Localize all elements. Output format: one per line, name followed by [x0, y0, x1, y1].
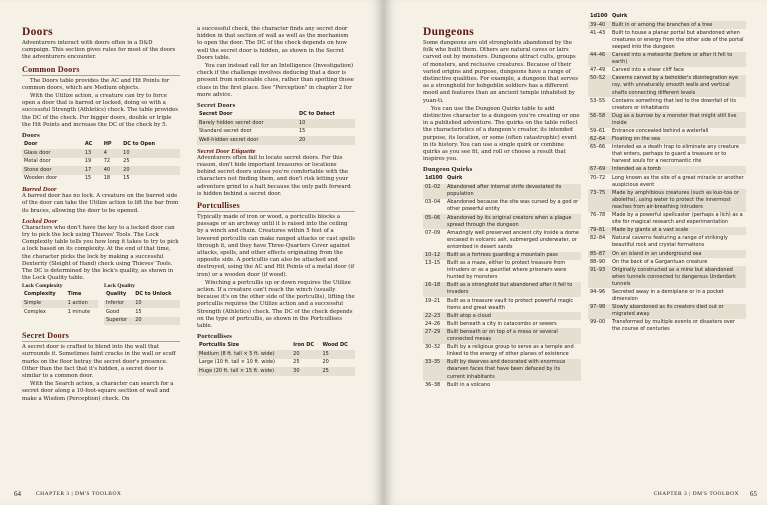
table-header: DC to Unlock	[135, 291, 172, 298]
dungeon-quirks-table-a	[423, 174, 581, 389]
table-row	[588, 136, 746, 144]
table-cell: 20	[133, 317, 180, 326]
table-cell: Complex	[24, 308, 46, 315]
table-cell: 20	[322, 359, 329, 366]
table-row	[588, 97, 746, 112]
table-cell: 15	[84, 175, 92, 182]
table-row	[423, 344, 581, 359]
table-cell: 03–04	[425, 199, 441, 206]
barred-door-text: A barred door has no lock. A creature on the barred side of the door can take the Utilize action to lift the bar from its braces, allowing the door to be opened.	[22, 193, 179, 214]
portcullises-heading: Portcullises	[197, 201, 355, 212]
table-cell: 1 action	[66, 300, 98, 309]
table-cell: 01–02	[423, 184, 445, 199]
table-cell: 24–26	[425, 320, 441, 327]
table-row	[588, 266, 746, 288]
table-cell: 19	[84, 158, 92, 165]
right-column-2	[588, 12, 746, 337]
table-cell: 53–55	[590, 97, 606, 104]
table-row	[588, 29, 746, 51]
table-cell: 91–93	[588, 266, 610, 288]
table-cell: 30	[291, 367, 320, 376]
table-cell: 15	[298, 128, 306, 135]
table-cell: Secreted away in a demiplane or in a pocket dimension	[612, 288, 724, 303]
table-cell: 10	[121, 149, 180, 158]
table-cell: Built to house a planar portal but abandoned when creatures or energy from the other side of the portal seeped into the dungeon	[612, 29, 744, 50]
table-row	[423, 312, 581, 320]
table-cell: 33–35	[423, 359, 445, 381]
table-cell: 07–09	[425, 229, 441, 236]
table-cell: Long known as the site of a great miracle or another auspicious event	[612, 174, 744, 188]
table-row	[104, 300, 180, 309]
table-header: Quirk	[447, 175, 463, 182]
table-cell: Abandoned by its original creators when a plague spread through the dungeon	[445, 214, 581, 229]
table-cell: 97–98	[588, 304, 610, 319]
table-cell: 16–18	[423, 282, 445, 297]
table-cell: Built as a treasure vault to protect powerful magic items and great wealth	[447, 297, 574, 311]
table-cell: 72	[103, 158, 111, 165]
table-cell: 15	[123, 175, 130, 182]
table-row	[22, 300, 98, 309]
table-row	[588, 67, 746, 75]
table-cell: Built as a maze, either to protect treasure from intruders or as a gauntlet where prisoners were hunted by monsters	[447, 260, 567, 281]
table-cell: 17	[83, 166, 102, 175]
table-cell: Built atop a cloud	[445, 312, 581, 320]
table-cell: Wooden door	[24, 175, 58, 182]
table-row	[22, 149, 180, 158]
page-number-left: 64	[14, 490, 21, 498]
table-cell: 10	[133, 300, 180, 309]
table-cell: Built as a stronghold but abandoned after it fell to invaders	[445, 282, 581, 297]
table-row	[588, 166, 746, 174]
table-cell: Superior	[104, 317, 133, 326]
table-cell: 56–58	[588, 112, 610, 127]
right-page	[385, 0, 767, 505]
table-cell: 15	[135, 308, 142, 315]
table-row	[22, 308, 98, 317]
left-page	[0, 0, 382, 505]
table-cell: 50–52	[588, 75, 610, 97]
table-header: Quality	[106, 291, 127, 298]
table-row	[423, 199, 581, 214]
table-cell: Built in or among the branches of a tree	[610, 21, 746, 29]
table-cell: 25	[123, 158, 130, 165]
table-cell: Entrance concealed behind a waterfall	[612, 128, 709, 135]
table-cell: 15	[320, 350, 355, 359]
table-cell: 10	[297, 119, 355, 128]
table-header: Portcullis Size	[199, 342, 239, 349]
table-cell: Carved into a meteorite (before or after it fell to earth)	[610, 52, 746, 67]
secret-doors-p1: A secret door is crafted to blend into the wall that surrounds it. Sometimes faint cracks in the wall or scuff marks on the floor betray the secret door's presence. Other than the fact that it's hidden, a secret door is similar to a common door.	[22, 344, 176, 379]
table-row	[588, 227, 746, 235]
table-cell: 19–21	[425, 297, 441, 304]
table-row	[588, 128, 746, 136]
lock-complexity-title: Lock Complexity	[22, 283, 63, 290]
left-column-2	[197, 26, 355, 379]
table-cell: 1 minute	[67, 308, 91, 315]
table-cell: 47–49	[590, 67, 606, 74]
table-cell: 73–75	[588, 189, 610, 211]
footer-left: CHAPTER 3 | DM'S TOOLBOX	[36, 491, 122, 497]
table-cell: 20	[291, 350, 320, 359]
secret-doors-table	[197, 110, 355, 145]
dungeon-quirks-title: Dungeon Quirks	[423, 166, 473, 174]
lock-quality-title: Lock Quality	[104, 283, 136, 290]
table-row	[104, 317, 180, 326]
table-row	[588, 75, 746, 97]
etiquette-heading: Secret Door Etiquette	[197, 147, 256, 155]
common-doors-heading: Common Doors	[22, 65, 180, 76]
table-header: DC to Detect	[298, 111, 335, 118]
table-row	[588, 212, 746, 227]
doors-table-title: Doors	[22, 132, 40, 140]
table-cell: Glass door	[22, 149, 83, 158]
table-row	[104, 308, 180, 317]
lock-quality-table	[104, 290, 180, 325]
table-cell: Built by a religious group to serve as a temple and linked to the energy of other planes of existence	[447, 344, 574, 358]
table-cell: 18	[103, 175, 111, 182]
table-header: Complexity	[24, 291, 56, 298]
table-cell: 39–40	[588, 21, 610, 29]
table-cell: 70–72	[590, 174, 606, 181]
table-header: Time	[67, 291, 82, 298]
table-row	[588, 258, 746, 266]
locked-door-heading: Locked Door	[22, 217, 58, 225]
portcullises-table	[197, 341, 355, 376]
table-row	[197, 359, 355, 368]
table-cell: 41–43	[590, 29, 606, 36]
table-row	[423, 320, 581, 328]
table-row	[22, 166, 180, 175]
table-cell: 10–12	[423, 252, 445, 260]
table-cell: Metal door	[24, 158, 51, 165]
table-cell: Well-hidden secret door	[197, 136, 297, 145]
page-number-right: 65	[750, 490, 757, 498]
table-cell: 62–64	[588, 136, 610, 144]
table-row	[588, 144, 746, 166]
common-doors-p2: With the Utilize action, a creature can try to force open a door that is barred or locked, doing so with a successful Strength (Athletics) check. The table provides the DC of the check. For bigger doors, double or triple the Hit Points and increase the DC of the check by 5.	[22, 93, 179, 128]
table-cell: 36–38	[425, 381, 441, 388]
table-cell: Dug as a burrow by a monster that might still live inside	[610, 112, 746, 127]
doors-title: Doors	[22, 26, 53, 38]
lock-complexity-table	[22, 290, 98, 316]
locked-door-text: Characters who don't have the key to a locked door can try to pick the lock using Thieves' Tools. The Lock Complexity table tells you how long it takes to try to pick a lock based on its complexity. At the end of that time, the character picks the lock by making a successful Dexterity (Sleight of Hand) check using Thieves' Tools. The DC is determined by the lock's quality, as shown in the Lock Quality table.	[22, 224, 179, 282]
table-cell: 85–87	[588, 250, 610, 258]
doors-table	[22, 140, 180, 183]
table-cell: Floating on the sea	[610, 136, 746, 144]
dungeons-title: Dungeons	[423, 26, 474, 38]
doors-intro: Adventurers interact with doors often in a D&D campaign. This section gives rules for most of the doors the adventurers encounter.	[22, 40, 176, 61]
table-row	[197, 350, 355, 359]
footer-right: CHAPTER 3 | DM'S TOOLBOX	[653, 491, 739, 497]
table-header: Wood DC	[322, 342, 348, 349]
table-row	[588, 250, 746, 258]
table-cell: 79–81	[588, 227, 610, 235]
table-header: Iron DC	[293, 342, 315, 349]
table-cell: On the back of a Gargantuan creature	[612, 258, 708, 265]
table-header: AC	[84, 141, 93, 148]
table-row	[423, 260, 581, 282]
table-row	[588, 112, 746, 127]
portcullises-p1: Typically made of iron or wood, a portcullis blocks a passage or an archway until it is raised into the ceiling by a winch and chain. Creatures within 5 feet of a lowered portcullis can make ranged attacks or cast spells through it, and they have Three-Quarters Cover against attacks, spells, and other effects originating from the opposite side. A portcullis can also be attacked and destroyed, using the AC and Hit Points of a metal door (if iron) or a wooden door (if wood).	[197, 213, 355, 278]
table-cell: Carved into a sheer cliff face	[612, 67, 685, 74]
table-header: 1d100	[425, 175, 443, 182]
table-row	[423, 282, 581, 297]
right-column-1	[423, 26, 581, 392]
table-row	[423, 229, 581, 251]
table-cell: Contains something that led to the downfall of its creators or inhabitants	[612, 97, 736, 111]
table-header: DC to Open	[123, 141, 156, 148]
table-cell: Built as a fortress guarding a mountain pass	[445, 252, 581, 260]
table-cell: Slowly abandoned as its creators died out or migrated away	[610, 304, 746, 319]
table-row	[588, 304, 746, 319]
table-row	[197, 367, 355, 376]
table-cell: Stone door	[22, 166, 83, 175]
table-cell: 4	[102, 149, 121, 158]
table-cell: Intended as a death trap to eliminate any creature that enters, perhaps to guard a treasure or to harvest souls for a necromantic rite	[612, 144, 739, 165]
table-cell: 25	[320, 367, 355, 376]
table-cell: Transformed by multiple events or disasters over the course of centuries	[612, 319, 735, 333]
table-cell: Abandoned because the site was cursed by a god or other powerful entity	[447, 199, 579, 213]
table-cell: 40	[102, 166, 121, 175]
table-cell: Intended as a tomb	[610, 166, 746, 174]
table-row	[423, 214, 581, 229]
table-cell: Standard secret door	[199, 128, 252, 135]
etiquette-text: Adventurers often fail to locate secret doors. For this reason, don't hide important treasures or locations behind secret doors unless you're comfortable with the characters not finding them, and don't risk letting your adventure grind to a halt because the only path forward is hidden behind a secret door.	[197, 154, 351, 197]
table-header: Secret Door	[199, 111, 233, 118]
table-row	[588, 189, 746, 211]
table-cell: 99–00	[590, 319, 606, 326]
table-cell: 22–23	[423, 312, 445, 320]
table-cell: 27–29	[423, 328, 445, 343]
table-cell: 59–61	[590, 128, 606, 135]
table-cell: Natural caverns featuring a range of strikingly beautiful rock and crystal formations	[612, 235, 728, 249]
table-cell: Simple	[22, 300, 66, 309]
table-row	[423, 252, 581, 260]
secret-doors-continued: a successful check, the character finds any secret door hidden in that section of wall as well as the mechanism to open the door. The DC of the check depends on how well the secret door is hidden, as shown in the Secret Doors table.	[197, 26, 349, 61]
portcullises-p2: Winching a portcullis up or down requires the Utilize action. If a creature can't reach the winch (usually because it's on the other side of the portcullis), lifting the portcullis requires the Utilize action and a successful Strength (Athletics) check. The DC of the check depends on the type of portcullis, as shown in the Portcullises table.	[197, 279, 355, 329]
table-row	[588, 319, 746, 334]
table-cell: Inferior	[104, 300, 133, 309]
table-row	[22, 175, 180, 184]
table-cell: Huge (20 ft. tall × 15 ft. wide)	[197, 367, 291, 376]
table-row	[197, 136, 355, 145]
table-cell: Medium (8 ft. tall × 5 ft. wide)	[197, 350, 291, 359]
table-cell: 94–96	[590, 288, 606, 295]
table-header: Quirk	[612, 13, 628, 19]
table-row	[423, 328, 581, 343]
table-cell: 82–84	[590, 235, 606, 242]
table-header: 1d100	[590, 13, 608, 19]
table-cell: 76–78	[590, 212, 606, 219]
table-row	[423, 359, 581, 381]
secret-doors-table-title: Secret Doors	[197, 102, 236, 110]
common-doors-p1: The Doors table provides the AC and Hit Points for common doors, which are Medium objects.	[22, 77, 170, 91]
table-cell: 25	[293, 359, 300, 366]
table-row	[588, 52, 746, 67]
table-row	[423, 381, 581, 389]
table-cell: Made by giants at a vast scale	[610, 227, 746, 235]
table-cell: 30–32	[425, 344, 441, 351]
barred-door-heading: Barred Door	[22, 186, 57, 194]
table-row	[588, 174, 746, 189]
table-cell: 88–90	[590, 258, 606, 265]
table-row	[22, 158, 180, 167]
table-row	[588, 21, 746, 29]
table-cell: Barely hidden secret door	[197, 119, 297, 128]
table-cell: 67–69	[588, 166, 610, 174]
table-cell: Made by a powerful spellcaster (perhaps a lich) as a site for magical research and experimentation	[612, 212, 743, 226]
table-cell: Built by dwarves and decorated with enormous dwarven faces that have been defaced by its current inhabitants	[445, 359, 581, 381]
dungeon-quirks-table-b	[588, 12, 746, 334]
table-row	[197, 128, 355, 137]
secret-doors-p2: With the Search action, a character can search for a secret door along a 10-foot-square section of wall and make a Wisdom (Perception) check. On	[22, 381, 174, 402]
secret-doors-heading: Secret Doors	[22, 331, 180, 342]
table-cell: Built beneath or on top of a mesa or several connected mesas	[445, 328, 581, 343]
dungeons-p2: You can use the Dungeon Quirks table to add distinctive character to a dungeon you're creating or one in a published adventure. The quirks on the table reflect the characteristics of a dungeon's creator, its intended purpose, its location, or some (often catastrophic) event in its history. You can use a single quirk or combine quirks as you see fit, and roll or choose a result that inspires you.	[423, 105, 580, 163]
table-cell: 65–66	[590, 144, 606, 151]
lock-tables	[22, 283, 180, 328]
table-cell: 05–06	[423, 214, 445, 229]
table-cell: Abandoned after internal strife devastated its population	[445, 184, 581, 199]
table-cell: 44–46	[588, 52, 610, 67]
table-cell: Originally constructed as a mine but abandoned when tunnels connected to dangerous Underdark tunnels	[610, 266, 746, 288]
table-cell: 13–15	[425, 260, 441, 267]
table-row	[423, 297, 581, 312]
table-cell: Made by amphibious creatures (such as kuo-toa or aboleths), using water to protect the innermost reaches from air-breathing intruders	[610, 189, 746, 211]
table-header: HP	[103, 141, 112, 148]
table-cell: On an island in an underground sea	[610, 250, 746, 258]
table-cell: Built beneath a city in catacombs or sewers	[447, 320, 557, 327]
table-cell: Large (10 ft. tall × 10 ft. wide)	[199, 359, 275, 366]
left-column-1	[22, 26, 180, 404]
table-cell: 20	[297, 136, 355, 145]
dungeons-p1: Some dungeons are old strongholds abandoned by the folk who built them. Others are natural caves or lairs carved out by monsters. Dungeons attract cults, groups of monsters, and reclusive creatures. Because of their varied origins and purpose, dungeons have a range of distinctive qualities. For example, a dungeon that serves as a stronghold for hobgoblin soldiers has a different mood and features than an ancient temple inhabited by yuan-ti.	[423, 40, 579, 104]
table-cell: 20	[121, 166, 180, 175]
table-row	[197, 119, 355, 128]
investigation-text: You can instead call for an Intelligence (Investigation) check if the challenge involves deducing that a door is present from noticeable clues, rather than spotting those clues in the first place. See "Perception" in chapter 2 for more advice.	[197, 63, 354, 98]
table-header: Door	[24, 141, 38, 148]
table-row	[588, 288, 746, 303]
table-cell: Amazingly well preserved ancient city inside a dome encased in volcanic ash, submerged underwater, or entombed in desert sands	[447, 229, 579, 250]
table-row	[423, 184, 581, 199]
portcullises-table-title: Portcullises	[197, 333, 232, 341]
table-cell: 13	[83, 149, 102, 158]
table-cell: Built in a volcano	[447, 381, 491, 388]
table-row	[588, 235, 746, 250]
table-cell: Caverns carved by a beholder's disintegration eye ray, with unnaturally smooth walls and vertical shafts connecting different levels	[610, 75, 746, 97]
table-cell: Good	[106, 308, 120, 315]
